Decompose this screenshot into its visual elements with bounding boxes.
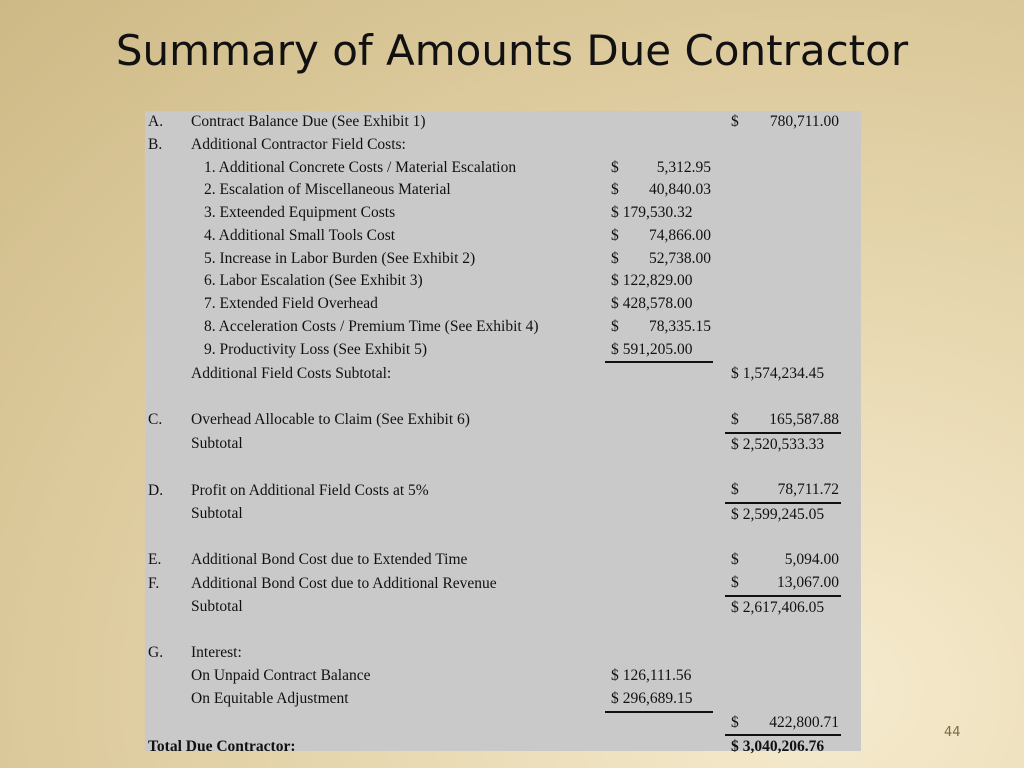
total-amount-cell	[725, 688, 841, 712]
currency-symbol: $	[611, 340, 619, 358]
amount-value: 122,829.00	[622, 272, 693, 290]
table-row	[145, 293, 841, 316]
line-item-amount-cell	[605, 665, 713, 688]
amount-value: 428,578.00	[622, 295, 693, 312]
total-amount-cell	[725, 202, 841, 225]
row-description: Total Due Contractor:	[148, 737, 296, 755]
row-description: 9. Productivity Loss (See Exhibit 5)	[204, 341, 428, 358]
row-description: 7. Extended Field Overhead	[204, 295, 378, 312]
currency-symbol: $	[731, 113, 739, 130]
total-amount-cell	[725, 642, 841, 665]
row-letter	[145, 157, 191, 180]
total-amount	[725, 479, 841, 502]
amount-value: 40,840.03	[649, 181, 711, 199]
line-item-amount-cell	[605, 712, 713, 736]
table-row	[145, 157, 841, 180]
row-letter	[145, 225, 191, 248]
total-amount	[725, 434, 841, 457]
amount-value: 2,599,245.05	[742, 505, 825, 523]
currency-symbol: $	[611, 204, 619, 221]
table-row	[145, 572, 841, 596]
line-item-amount-cell	[605, 433, 713, 457]
currency-symbol: $	[731, 738, 739, 756]
amount-value: 179,530.32	[622, 204, 693, 221]
row-description: Contract Balance Due (See Exhibit 1)	[191, 113, 426, 130]
currency-symbol: $	[611, 295, 619, 312]
currency-symbol: $	[731, 505, 739, 523]
table-row	[145, 549, 841, 572]
spacer-row	[145, 386, 841, 409]
currency-symbol: $	[731, 435, 739, 453]
row-description	[191, 712, 599, 736]
line-item-amount-cell	[605, 549, 713, 572]
spacer-row	[145, 620, 841, 643]
currency-symbol: $	[731, 551, 739, 569]
table-row	[145, 316, 841, 339]
row-description: 6. Labor Escalation (See Exhibit 3)	[204, 272, 423, 290]
row-description: Subtotal	[191, 435, 243, 452]
line-item-amount-cell	[605, 179, 713, 202]
line-item-amount-cell	[605, 479, 713, 503]
line-item-amount	[605, 688, 713, 711]
table-row	[145, 134, 841, 157]
row-description: Additional Bond Cost due to Extended Time	[191, 551, 468, 569]
row-letter: A.	[148, 113, 164, 130]
table-row	[145, 712, 841, 736]
amount-value: 422,800.71	[769, 713, 839, 731]
amount-value: 296,689.15	[622, 689, 693, 707]
table-row	[145, 179, 841, 202]
table-row	[145, 248, 841, 271]
line-item-amount-cell	[605, 316, 713, 339]
line-item-amount	[605, 248, 713, 271]
row-description: On Unpaid Contract Balance	[191, 667, 371, 684]
total-amount-cell	[725, 179, 841, 202]
line-item-amount	[605, 202, 713, 225]
total-amount-cell	[725, 111, 841, 134]
table-row	[145, 688, 841, 712]
table-row	[145, 202, 841, 225]
total-amount	[725, 597, 841, 620]
line-item-amount-cell	[605, 642, 713, 665]
row-description: 4. Additional Small Tools Cost	[204, 226, 396, 244]
line-item-amount	[605, 339, 713, 362]
amount-value: 780,711.00	[769, 113, 839, 130]
amount-value: 74,866.00	[649, 226, 711, 244]
row-letter	[145, 596, 191, 620]
currency-symbol: $	[731, 364, 739, 382]
line-item-amount-cell	[605, 688, 713, 712]
row-letter	[145, 339, 191, 363]
row-description: Interest:	[191, 644, 242, 662]
currency-symbol: $	[611, 667, 619, 684]
total-amount-cell	[725, 157, 841, 180]
row-description: 1. Additional Concrete Costs / Material Escalation	[204, 158, 517, 176]
total-amount	[725, 549, 841, 572]
row-letter	[145, 179, 191, 202]
row-description: 3. Exteended Equipment Costs	[204, 204, 396, 221]
table-row	[145, 665, 841, 688]
row-description: Overhead Allocable to Claim (See Exhibit 6)	[191, 411, 470, 429]
row-letter: E.	[148, 551, 162, 569]
line-item-amount	[605, 179, 713, 202]
line-item-amount-cell	[605, 339, 713, 363]
total-amount	[725, 111, 841, 134]
row-letter: C.	[148, 411, 163, 429]
row-description: Additional Contractor Field Costs:	[191, 135, 406, 153]
line-item-amount-cell	[605, 572, 713, 596]
table-row	[145, 409, 841, 433]
total-amount-cell	[725, 433, 841, 457]
amount-value: 3,040,206.76	[742, 738, 825, 756]
currency-symbol: $	[731, 598, 739, 616]
row-letter	[145, 433, 191, 457]
line-item-amount-cell	[605, 111, 713, 134]
row-description: 2. Escalation of Miscellaneous Material	[204, 181, 451, 199]
spacer-row	[145, 527, 841, 550]
amount-value: 78,335.15	[649, 317, 711, 335]
amount-value: 126,111.56	[622, 667, 692, 684]
row-description: Subtotal	[191, 598, 243, 616]
total-amount	[725, 409, 841, 432]
currency-symbol: $	[731, 574, 739, 591]
total-amount	[725, 504, 841, 527]
total-amount-cell	[725, 225, 841, 248]
line-item-amount	[605, 293, 713, 316]
table-row	[145, 225, 841, 248]
total-amount-cell	[725, 596, 841, 620]
row-letter: D.	[148, 481, 164, 499]
amount-value: 591,205.00	[622, 340, 693, 358]
table-row	[145, 270, 841, 293]
total-amount-cell	[725, 339, 841, 363]
row-description: Additional Bond Cost due to Additional Revenue	[191, 574, 497, 592]
row-letter: B.	[148, 135, 163, 153]
currency-symbol: $	[731, 481, 739, 498]
currency-symbol: $	[731, 713, 739, 731]
total-amount-cell	[725, 134, 841, 157]
table-row	[145, 362, 841, 386]
row-letter	[145, 202, 191, 225]
line-item-amount-cell	[605, 134, 713, 157]
total-amount-cell	[725, 572, 841, 596]
row-letter	[145, 316, 191, 339]
row-letter: G.	[148, 644, 164, 662]
table-row	[145, 479, 841, 503]
row-letter	[145, 688, 191, 712]
total-amount-cell	[725, 270, 841, 293]
currency-symbol: $	[731, 410, 739, 428]
table-row	[145, 433, 841, 457]
amount-value: 165,587.88	[769, 410, 839, 428]
currency-symbol: $	[611, 226, 619, 244]
row-letter	[145, 293, 191, 316]
line-item-amount-cell	[605, 293, 713, 316]
total-amount-cell	[725, 735, 841, 759]
row-letter	[145, 248, 191, 271]
row-description: Additional Field Costs Subtotal:	[191, 364, 392, 382]
line-item-amount-cell	[605, 409, 713, 433]
total-amount	[725, 572, 841, 595]
line-item-amount	[605, 157, 713, 180]
line-item-amount-cell	[605, 362, 713, 386]
line-item-amount-cell	[605, 248, 713, 271]
total-amount-cell	[725, 712, 841, 736]
table-row	[145, 339, 841, 363]
table-row	[145, 735, 841, 759]
amount-value: 78,711.72	[777, 481, 839, 498]
total-amount	[725, 736, 841, 759]
row-letter	[145, 712, 191, 736]
row-letter	[145, 270, 191, 293]
line-item-amount-cell	[605, 596, 713, 620]
total-amount	[725, 363, 841, 386]
table-row	[145, 596, 841, 620]
currency-symbol: $	[611, 689, 619, 707]
total-amount-cell	[725, 248, 841, 271]
total-amount-cell	[725, 503, 841, 527]
slide-title: Summary of Amounts Due Contractor	[115, 26, 909, 75]
line-item-amount	[605, 316, 713, 339]
total-amount-cell	[725, 362, 841, 386]
currency-symbol: $	[611, 158, 619, 176]
row-description: On Equitable Adjustment	[191, 690, 349, 708]
amount-value: 2,617,406.05	[742, 598, 825, 616]
total-amount-cell	[725, 479, 841, 503]
total-amount-cell	[725, 549, 841, 572]
row-letter	[145, 362, 191, 386]
line-item-amount-cell	[605, 503, 713, 527]
page-number: 44	[944, 725, 961, 740]
amount-value: 5,094.00	[784, 551, 839, 569]
amount-value: 13,067.00	[777, 574, 839, 591]
line-item-amount	[605, 270, 713, 293]
row-description: 5. Increase in Labor Burden (See Exhibit 2)	[204, 249, 476, 267]
line-item-amount-cell	[605, 202, 713, 225]
row-description: Profit on Additional Field Costs at 5%	[191, 481, 429, 499]
line-item-amount-cell	[605, 270, 713, 293]
table-row	[145, 642, 841, 665]
table-row	[145, 503, 841, 527]
amount-value: 52,738.00	[649, 249, 711, 267]
amount-value: 1,574,234.45	[742, 364, 825, 382]
currency-symbol: $	[611, 272, 619, 290]
currency-symbol: $	[611, 317, 619, 335]
line-item-amount	[605, 225, 713, 248]
total-amount	[725, 712, 841, 735]
row-letter	[145, 665, 191, 688]
amounts-table-panel	[145, 111, 861, 756]
total-amount-cell	[725, 293, 841, 316]
total-amount-cell	[725, 409, 841, 433]
row-description: 8. Acceleration Costs / Premium Time (See Exhibit 4)	[204, 317, 539, 335]
line-item-amount-cell	[605, 225, 713, 248]
table-row	[145, 111, 841, 134]
total-amount-cell	[725, 316, 841, 339]
row-description: Subtotal	[191, 505, 243, 523]
line-item-amount	[605, 665, 713, 688]
spacer-row	[145, 456, 841, 479]
total-amount-cell	[725, 665, 841, 688]
row-letter: F.	[148, 574, 160, 592]
amount-value: 5,312.95	[656, 158, 711, 176]
line-item-amount-cell	[605, 157, 713, 180]
amounts-table	[145, 111, 841, 759]
currency-symbol: $	[611, 249, 619, 267]
row-letter	[145, 503, 191, 527]
currency-symbol: $	[611, 181, 619, 199]
amount-value: 2,520,533.33	[742, 435, 825, 453]
